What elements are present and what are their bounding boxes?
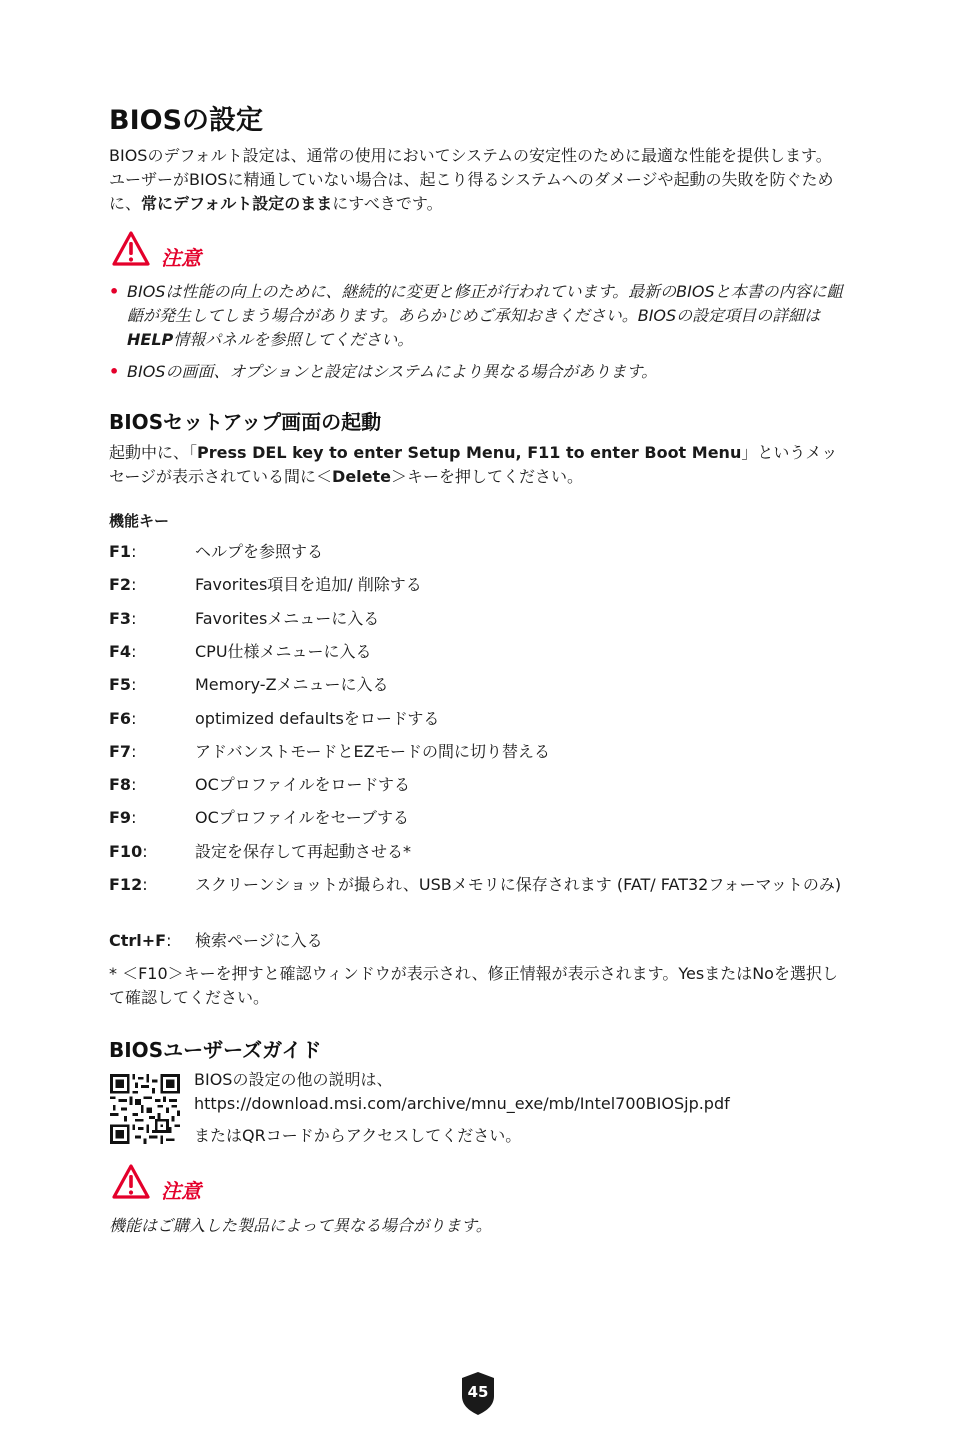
caution-text: BIOSの画面、オプションと設定はシステムにより異なる場合があります。 xyxy=(127,362,658,381)
key-description: スクリーンショットが撮られ、USBメモリに保存されます (FAT/ FAT32フォーマットのみ) xyxy=(195,875,842,894)
intro-paragraph xyxy=(109,144,844,216)
caution-text: BIOSは性能の向上のために、継続的に変更と修正が行われています。最新のBIOSと本書の内容に齟齬が発生してしまう場合があります。あらかじめご承知おきください。BIOSの設定項目の詳細は xyxy=(127,282,843,325)
setup-text-end: ＞キーを押してください。 xyxy=(391,467,584,486)
qr-code-icon xyxy=(110,1074,180,1144)
key-name: F8: xyxy=(109,775,137,794)
setup-text-middle: 」というメッセージが表示されている間に＜ xyxy=(109,443,838,486)
key-description: アドバンストモードとEZモードの間に切り替える xyxy=(195,742,550,761)
key-name: Ctrl+F: xyxy=(109,931,172,950)
function-key-row xyxy=(109,929,849,953)
intro-text-end: にすべきです。 xyxy=(332,194,443,213)
key-description: optimized defaultsをロードする xyxy=(195,709,440,728)
function-key-row xyxy=(109,740,849,764)
caution-text-end: 情報パネルを参照してください。 xyxy=(173,330,414,349)
function-key-row xyxy=(109,773,849,797)
key-description: ヘルプを参照する xyxy=(195,542,324,561)
setup-text: 起動中に、「 xyxy=(109,443,198,462)
caution-bullet xyxy=(109,280,849,352)
f10-footnote: * ＜F10＞キーを押すと確認ウィンドウが表示され、修正情報が表示されます。YesまたはNoを選択して確認してください。 xyxy=(109,964,838,1007)
delete-key-text: Delete xyxy=(332,467,392,486)
key-description: 検索ページに入る xyxy=(195,931,323,950)
key-description: 設定を保存して再起動させる* xyxy=(195,842,412,861)
user-guide-line1: BIOSの設定の他の説明は、 xyxy=(194,1070,393,1089)
page-title: BIOSの設定 xyxy=(109,105,264,136)
warning-icon xyxy=(111,1163,151,1201)
function-key-row xyxy=(109,540,849,564)
caution-bullet xyxy=(109,360,849,384)
intro-text: BIOSのデフォルト設定は、通常の使用においてシステムの安定性のために最適な性能を提供します。ユーザーがBIOSに精通していない場合は、起こり得るシステムへのダメージや起動の失敗を防ぐために、 xyxy=(109,146,834,213)
intro-bold-text: 常にデフォルト設定のまま xyxy=(141,194,333,213)
key-description: OCプロファイルをロードする xyxy=(195,775,410,794)
key-description: OCプロファイルをセーブする xyxy=(195,808,410,827)
bullet-dot: • xyxy=(109,282,120,301)
help-bold-text: HELP xyxy=(127,330,174,349)
function-key-row xyxy=(109,707,849,731)
function-keys-heading: 機能キー xyxy=(109,512,170,530)
user-guide-heading: BIOSユーザーズガイド xyxy=(109,1038,322,1062)
setup-heading: BIOSセットアップ画面の起動 xyxy=(109,410,382,434)
caution-label: 注意 xyxy=(161,1179,201,1203)
function-key-row xyxy=(109,873,849,921)
key-name: F10: xyxy=(109,842,148,861)
page-number: 45 xyxy=(467,1383,489,1401)
function-key-row xyxy=(109,673,849,697)
warning-icon xyxy=(111,230,151,268)
caution-heading xyxy=(111,1163,261,1205)
function-key-row xyxy=(109,840,849,864)
key-name: F9: xyxy=(109,808,137,827)
key-description: Favorites項目を追加/ 削除する xyxy=(195,575,422,594)
page-number-badge xyxy=(458,1370,498,1416)
key-description: Memory-Zメニューに入る xyxy=(195,675,389,694)
setup-message: Press DEL key to enter Setup Menu, F11 to enter Boot Menu xyxy=(197,443,742,462)
key-name: F1: xyxy=(109,542,137,561)
key-name: F5: xyxy=(109,675,137,694)
setup-paragraph xyxy=(109,441,844,489)
key-name: F6: xyxy=(109,709,137,728)
function-key-row xyxy=(109,640,849,664)
caution-note: 機能はご購入した製品によって異なる場合がります。 xyxy=(109,1216,492,1235)
bullet-dot: • xyxy=(109,362,120,381)
function-key-row xyxy=(109,607,849,631)
key-description: Favoritesメニューに入る xyxy=(195,609,380,628)
function-key-row xyxy=(109,573,849,597)
key-name: F7: xyxy=(109,742,137,761)
key-description: CPU仕様メニューに入る xyxy=(195,642,372,661)
function-key-row xyxy=(109,806,849,830)
user-guide-line3: またはQRコードからアクセスしてください。 xyxy=(194,1126,522,1145)
key-name: F3: xyxy=(109,609,137,628)
caution-heading xyxy=(111,230,261,272)
key-name: F2: xyxy=(109,575,137,594)
key-name: F12: xyxy=(109,875,148,894)
caution-label: 注意 xyxy=(161,246,201,270)
key-name: F4: xyxy=(109,642,137,661)
user-guide-url[interactable]: https://download.msi.com/archive/mnu_exe/mb/Intel700BIOSjp.pdf xyxy=(194,1094,730,1113)
